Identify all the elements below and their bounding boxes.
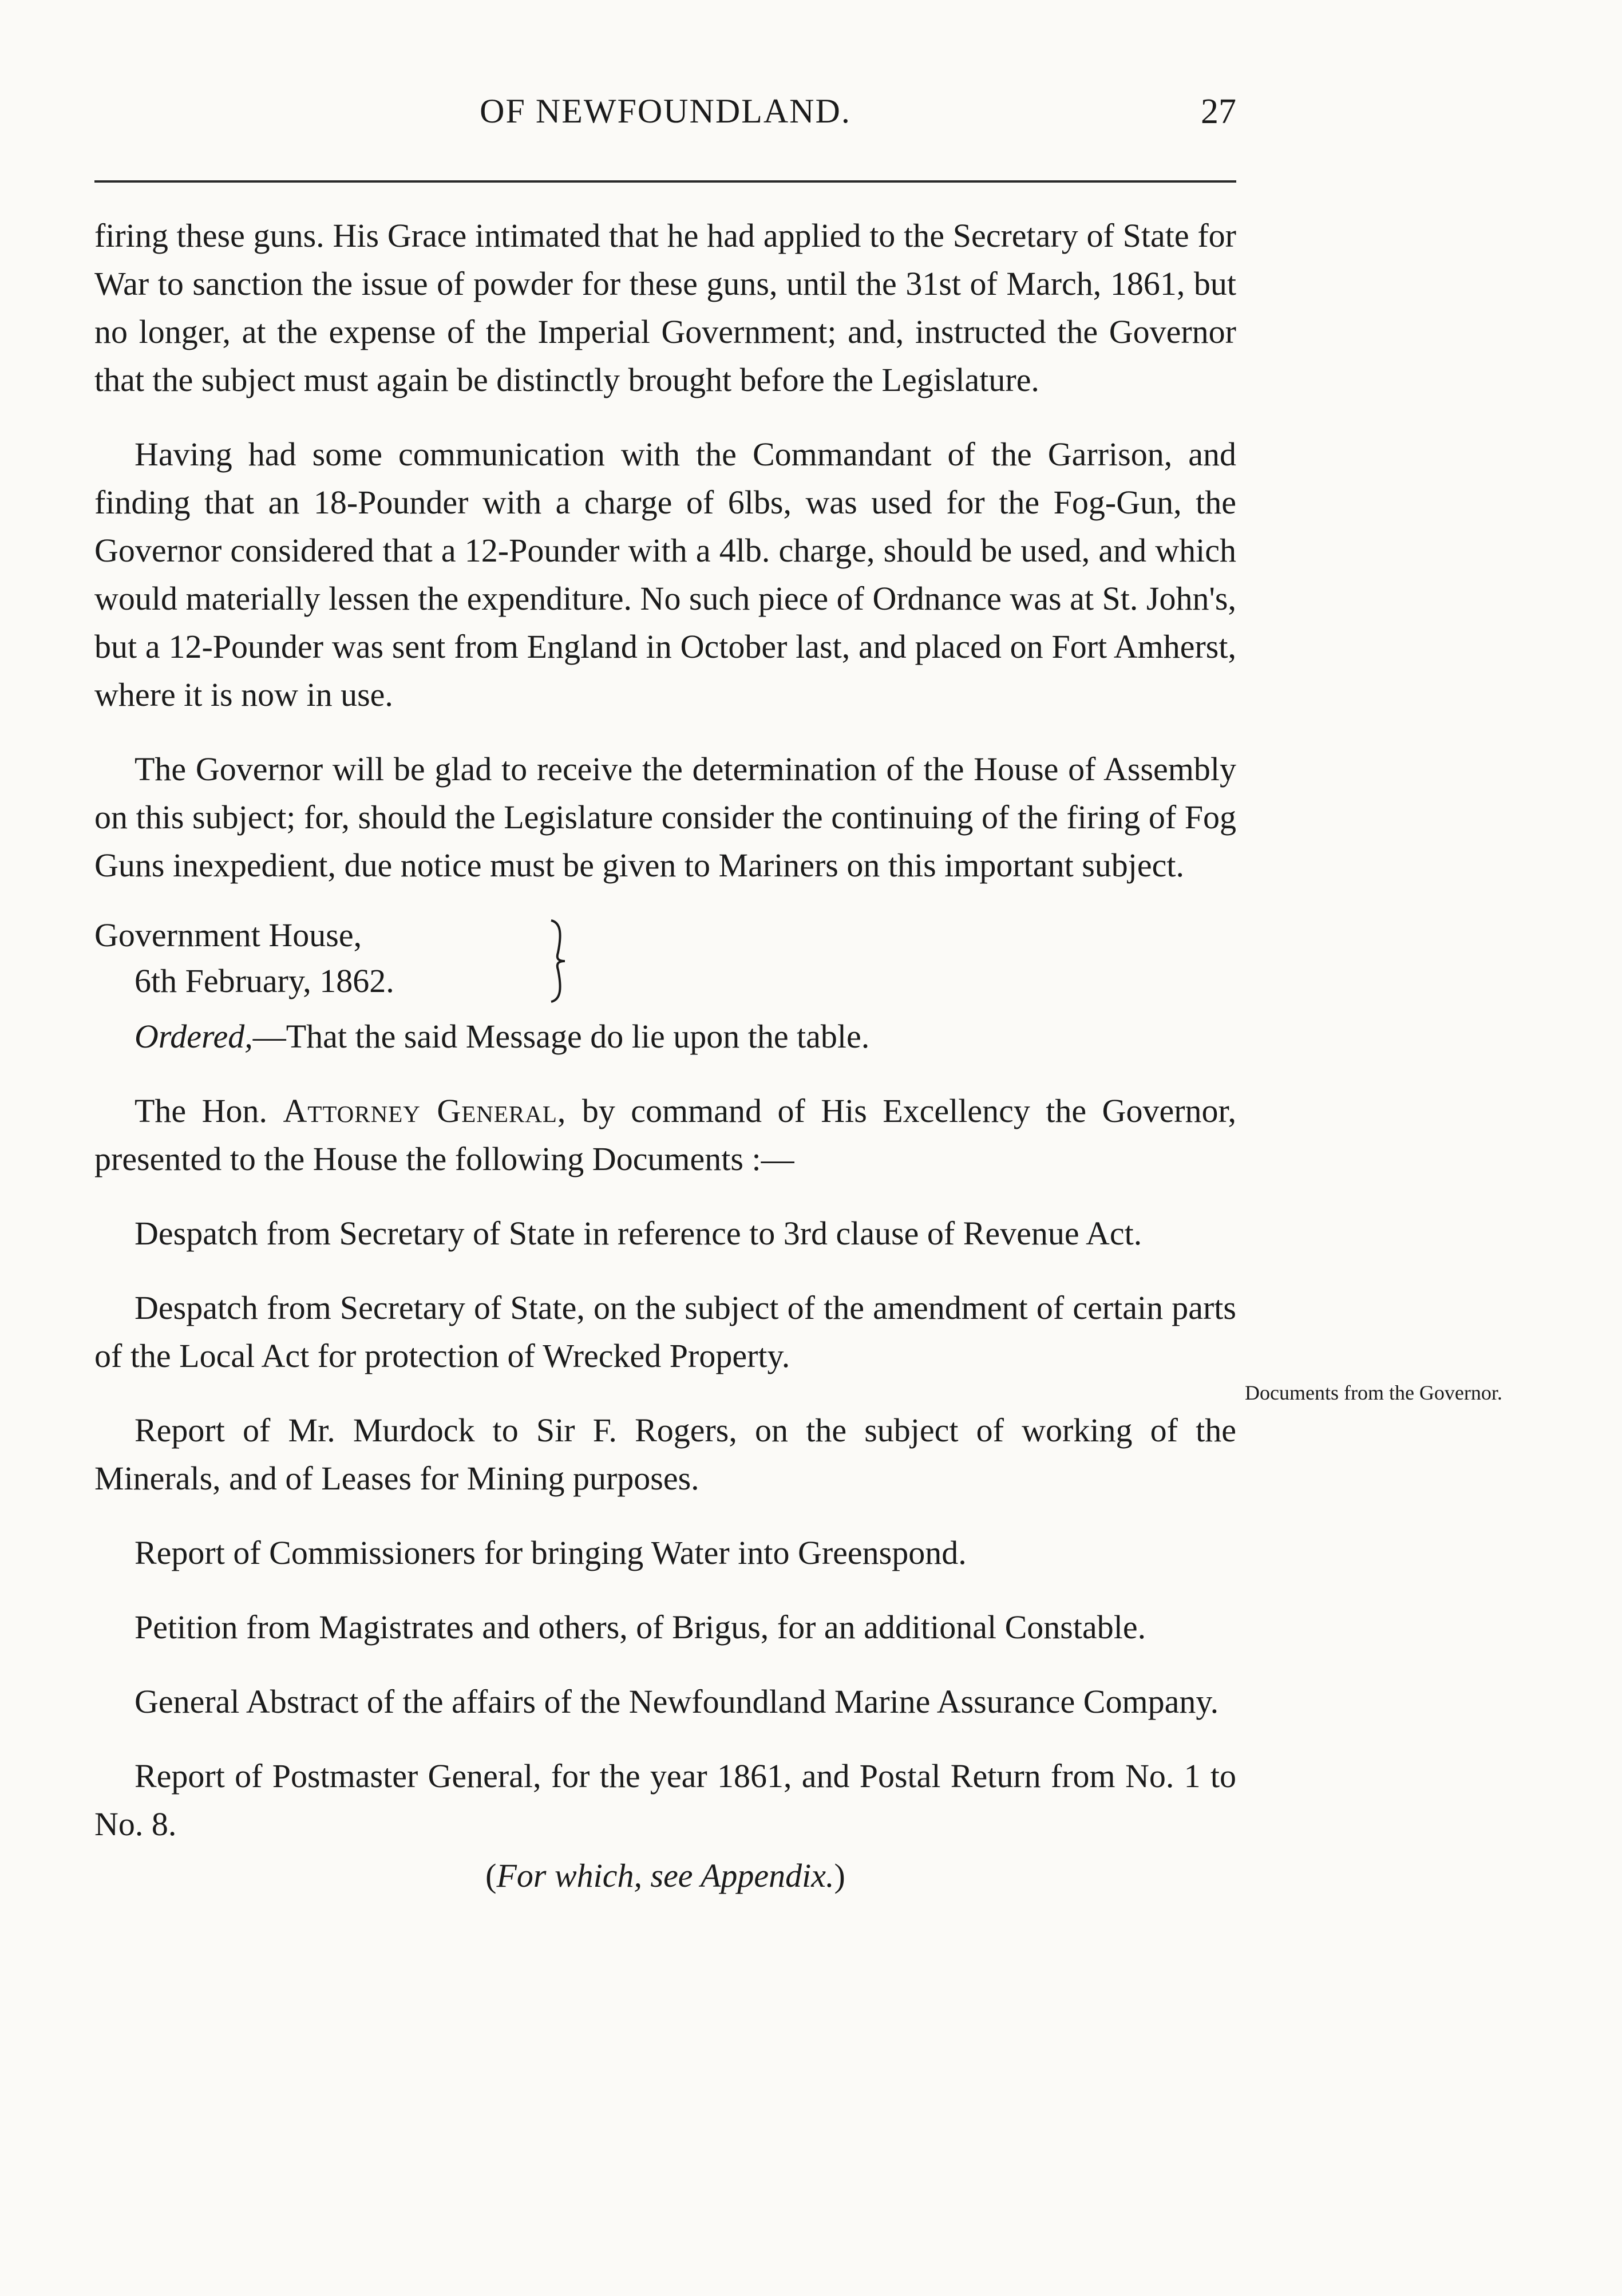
appendix-open-paren: ( (485, 1857, 497, 1894)
brace-icon (547, 918, 569, 1004)
paragraph-presentation (94, 1087, 1236, 1183)
appendix-note (94, 1852, 1236, 1900)
document-item: Report of Commissioners for bringing Water into Greenspond. (134, 1534, 967, 1571)
presentation-prefix: The Hon. (134, 1092, 283, 1129)
document-item: Report of Postmaster General, for the year 1861, and Postal Return from No. 1 to No. 8. (94, 1757, 1236, 1843)
signature-date: 6th February, 1862. (134, 962, 394, 999)
paragraph-commandant: Having had some communication with the Commandant of the Garrison, and finding that an 18-Pounder with a charge of 6lbs, was used for the Fog-Gun, the Governor considered that a 12-Pounder with a 4lb. charge, should be used, and which would materially lessen the expenditure. No such piece of Ordnance was at St. John's, but a 12-Pounder was sent from England in October last, and placed on Fort Amherst, where it is now in use. (94, 436, 1236, 713)
appendix-close-paren: ) (834, 1857, 845, 1894)
header-title: OF NEWFOUNDLAND. (480, 92, 851, 130)
paragraph-governor-determination: The Governor will be glad to receive the determination of the House of Assembly on this subject; for, should the Legislature consider the continuing of the firing of Fog Guns inexpedient, due notice must be given to Mariners on this important subject. (94, 750, 1236, 884)
document-item: Petition from Magistrates and others, of Brigus, for an additional Constable. (134, 1609, 1146, 1646)
paragraph-firing-guns: firing these guns. His Grace intimated that he had applied to the Secretary of State for War to sanction the issue of powder for these guns, until the 31st of March, 1861, but no longer, at the expense of the Imperial Government; and, instructed the Governor that the subject must again be distinctly brought before the Legislature. (94, 217, 1236, 398)
body-text (94, 212, 1236, 1900)
ordered-text: —That the said Message do lie upon the table. (252, 1018, 870, 1055)
running-header (94, 86, 1236, 137)
ordered-label: Ordered, (134, 1018, 253, 1055)
presentation-text: by command of His Excellency the Governor, presented to the House the following Documents :— (94, 1092, 1236, 1177)
ordered-line (94, 1013, 1236, 1061)
document-item: Despatch from Secretary of State in reference to 3rd clause of Revenue Act. (134, 1215, 1142, 1252)
signature-place: Government House, (94, 916, 362, 954)
page-number: 27 (1201, 92, 1236, 131)
appendix-text: For which, see Appendix. (496, 1857, 834, 1894)
document-item: Report of Mr. Murdock to Sir F. Rogers, on the subject of working of the Minerals, and of Leases for Mining purposes. (94, 1412, 1236, 1497)
document-item: Despatch from Secretary of State, on the subject of the amendment of certain parts of the Local Act for protection of Wrecked Property. (94, 1289, 1236, 1374)
margin-note: Documents from the Governor. (1245, 1381, 1502, 1404)
header-rule (94, 180, 1236, 183)
attorney-general: Attorney General, (283, 1092, 567, 1129)
signature-block (94, 912, 1236, 1013)
document-item: General Abstract of the affairs of the Newfoundland Marine Assurance Company. (134, 1683, 1219, 1720)
